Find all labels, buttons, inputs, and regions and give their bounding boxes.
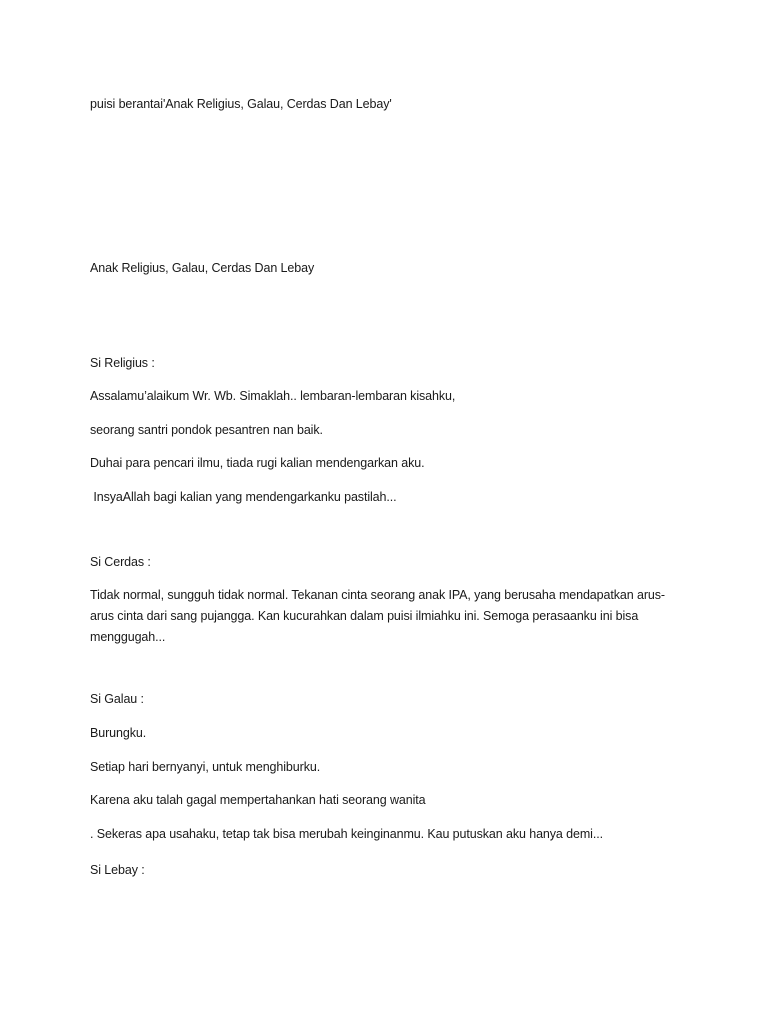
section-heading-cerdas: Si Cerdas :	[90, 555, 151, 569]
galau-line-1: Burungku.	[90, 726, 147, 740]
cerdas-paragraph: Tidak normal, sungguh tidak normal. Tekanan cinta seorang anak IPA, yang berusaha mendapatkan arus-arus cinta dari sang pujangga. Kan kucurahkan dalam puisi ilmiahku ini. Semoga perasaanku ini bisa menggugah...	[90, 588, 665, 644]
religius-line-2: seorang santri pondok pesantren nan baik.	[90, 423, 323, 437]
section-heading-galau: Si Galau :	[90, 692, 144, 706]
religius-line-3: Duhai para pencari ilmu, tiada rugi kalian mendengarkan aku.	[90, 456, 425, 470]
document-header-title: puisi berantai'Anak Religius, Galau, Cerdas Dan Lebay'	[90, 97, 392, 111]
poem-title: Anak Religius, Galau, Cerdas Dan Lebay	[90, 261, 315, 275]
religius-line-4: InsyaAllah bagi kalian yang mendengarkanku pastilah...	[90, 490, 397, 504]
section-heading-religius: Si Religius :	[90, 356, 155, 370]
galau-line-3: Karena aku talah gagal mempertahankan hati seorang wanita	[90, 793, 426, 807]
religius-line-1: Assalamu’alaikum Wr. Wb. Simaklah.. lembaran-lembaran kisahku,	[90, 389, 456, 403]
galau-line-4: . Sekeras apa usahaku, tetap tak bisa merubah keinginanmu. Kau putuskan aku hanya demi...	[90, 827, 603, 841]
section-heading-lebay: Si Lebay :	[90, 863, 145, 877]
galau-line-2: Setiap hari bernyanyi, untuk menghiburku.	[90, 760, 321, 774]
